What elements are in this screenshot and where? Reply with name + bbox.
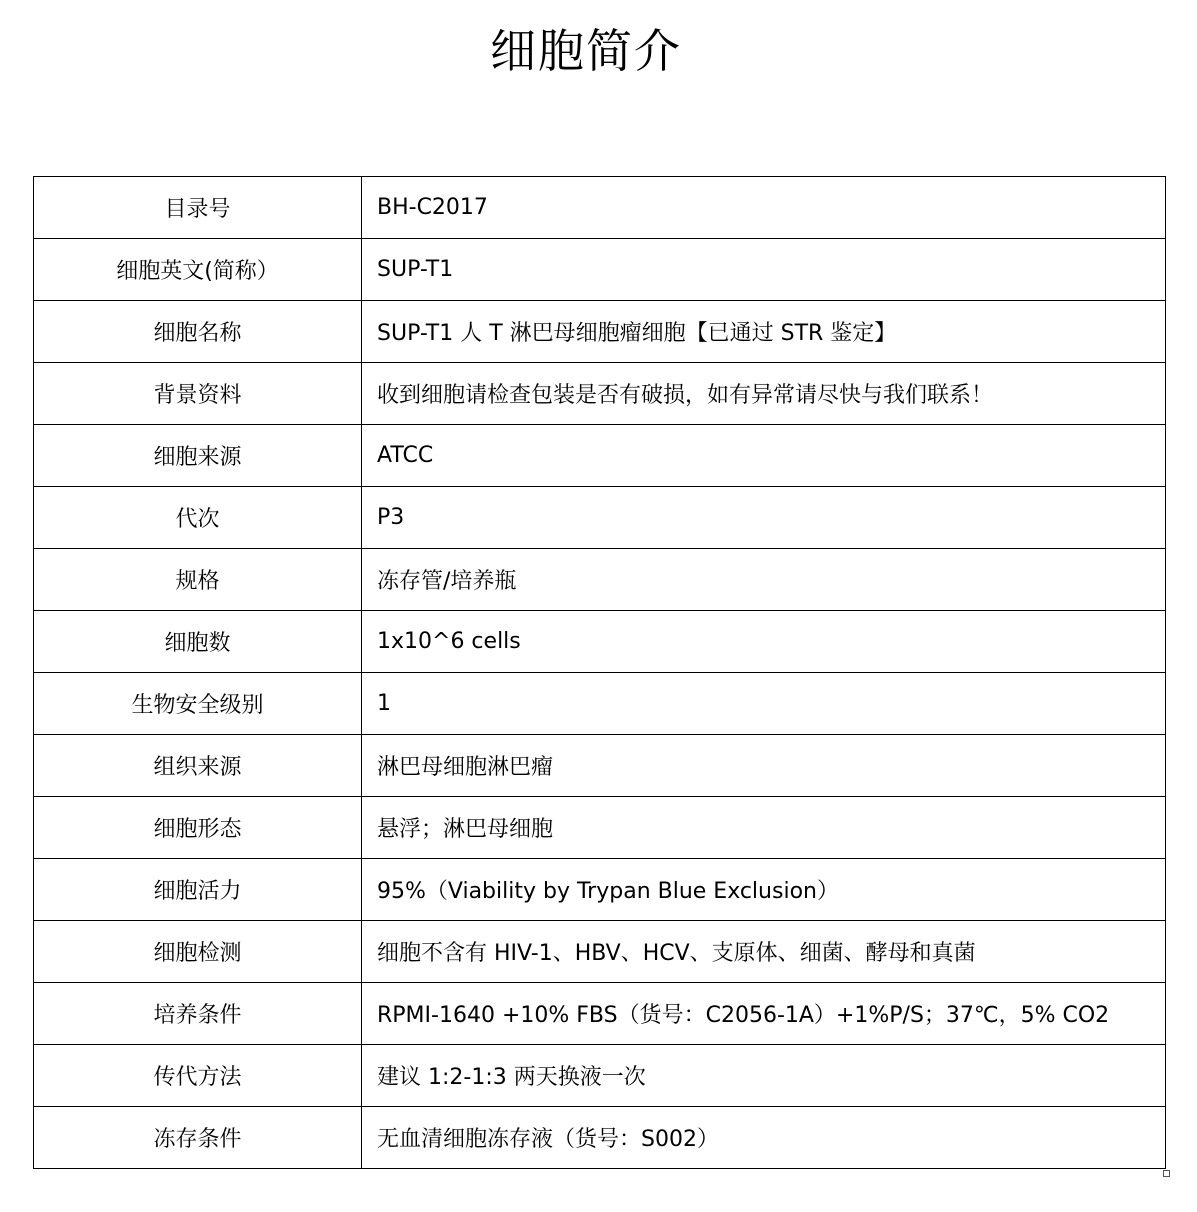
table-row	[34, 673, 1166, 735]
row-label: 传代方法	[34, 1045, 362, 1107]
row-label: 细胞形态	[34, 797, 362, 859]
row-label: 细胞来源	[34, 425, 362, 487]
row-value: P3	[362, 487, 1166, 549]
row-value: ATCC	[362, 425, 1166, 487]
row-value: 95%（Viability by Trypan Blue Exclusion）	[362, 859, 1166, 921]
row-value: RPMI-1640 +10% FBS（货号：C2056-1A）+1%P/S；37℃，5% CO2	[362, 983, 1166, 1045]
row-value: 悬浮；淋巴母细胞	[362, 797, 1166, 859]
row-value: 淋巴母细胞淋巴瘤	[362, 735, 1166, 797]
row-value: 建议 1:2-1:3 两天换液一次	[362, 1045, 1166, 1107]
row-label: 细胞名称	[34, 301, 362, 363]
row-label: 目录号	[34, 177, 362, 239]
row-value: 1x10^6 cells	[362, 611, 1166, 673]
page-title: 细胞简介	[490, 24, 682, 78]
row-label: 细胞活力	[34, 859, 362, 921]
table-row	[34, 363, 1166, 425]
row-label: 细胞数	[34, 611, 362, 673]
table-row	[34, 301, 1166, 363]
row-value: 收到细胞请检查包装是否有破损，如有异常请尽快与我们联系！	[362, 363, 1166, 425]
table-row	[34, 859, 1166, 921]
row-value: SUP-T1	[362, 239, 1166, 301]
row-value: BH-C2017	[362, 177, 1166, 239]
row-label: 背景资料	[34, 363, 362, 425]
row-label: 代次	[34, 487, 362, 549]
table-row	[34, 425, 1166, 487]
table-row	[34, 177, 1166, 239]
row-label: 细胞检测	[34, 921, 362, 983]
row-value: 1	[362, 673, 1166, 735]
table-row	[34, 611, 1166, 673]
table-row	[34, 797, 1166, 859]
cell-info-table	[33, 176, 1166, 1169]
table-row	[34, 983, 1166, 1045]
row-label: 冻存条件	[34, 1107, 362, 1169]
table-resize-handle[interactable]	[1163, 1170, 1170, 1177]
row-label: 细胞英文(简称）	[34, 239, 362, 301]
table-row	[34, 735, 1166, 797]
row-label: 规格	[34, 549, 362, 611]
table-row	[34, 549, 1166, 611]
row-value: 无血清细胞冻存液（货号：S002）	[362, 1107, 1166, 1169]
row-value: 冻存管/培养瓶	[362, 549, 1166, 611]
row-value: SUP-T1 人 T 淋巴母细胞瘤细胞【已通过 STR 鉴定】	[362, 301, 1166, 363]
table-row	[34, 1107, 1166, 1169]
row-label: 培养条件	[34, 983, 362, 1045]
row-label: 组织来源	[34, 735, 362, 797]
row-value: 细胞不含有 HIV-1、HBV、HCV、支原体、细菌、酵母和真菌	[362, 921, 1166, 983]
table-row	[34, 921, 1166, 983]
row-label: 生物安全级别	[34, 673, 362, 735]
table-row	[34, 1045, 1166, 1107]
table-row	[34, 487, 1166, 549]
table-row	[34, 239, 1166, 301]
